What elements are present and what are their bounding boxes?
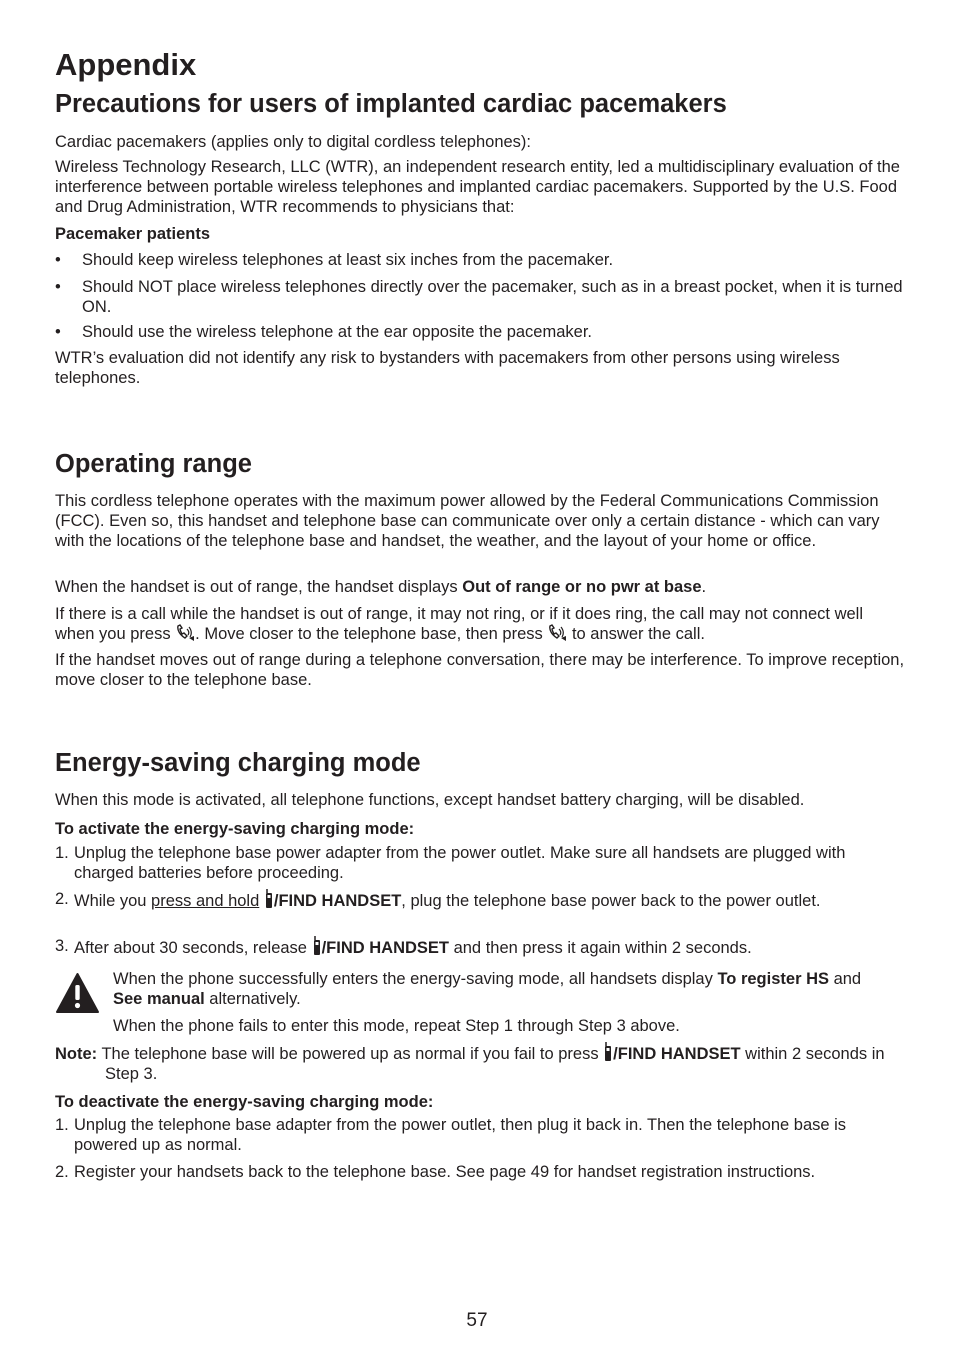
activate-heading: To activate the energy-saving charging mode: xyxy=(55,820,415,838)
bullet-text: Should use the wireless telephone at the ear opposite the pacemaker. xyxy=(82,323,593,341)
step-number: 2. xyxy=(55,1163,69,1181)
warning-icon xyxy=(55,972,100,1014)
see-manual: See manual xyxy=(113,990,205,1008)
pacemaker-p1: Cardiac pacemakers (applies only to digital cordless telephones): xyxy=(55,133,531,151)
operating-display-line xyxy=(55,577,905,597)
find-handset-key: /FIND HANDSET xyxy=(613,1045,741,1063)
step-text: Unplug the telephone base power adapter from the power outlet. Make sure all handsets are plugged with charged batteries before proceeding. xyxy=(74,844,846,882)
step-text: While you xyxy=(74,892,152,910)
operating-body xyxy=(55,491,905,551)
warning-line-c: alternatively. xyxy=(204,990,301,1008)
step-number: 3. xyxy=(55,937,69,955)
operating-p4: If the handset moves out of range during a telephone conversation, there may be interference. To improve reception, move closer to the telephone base. xyxy=(55,651,905,689)
deactivate-heading-wrap xyxy=(55,1092,905,1112)
press-and-hold: press and hold xyxy=(151,892,260,910)
deactivate-step-2 xyxy=(55,1162,905,1182)
bullet-dot: • xyxy=(55,278,61,296)
step-text: , plug the telephone base power back to the power outlet. xyxy=(401,892,821,910)
operating-p3-c: to answer the call. xyxy=(567,625,705,643)
talk-key-icon xyxy=(547,624,567,642)
pacemaker-p3: WTR’s evaluation did not identify any risk to bystanders with pacemakers from other persons using wireless telephones. xyxy=(55,349,840,387)
note-block xyxy=(55,1042,905,1084)
operating-p2-post: . xyxy=(701,578,707,596)
handset-icon xyxy=(312,936,322,956)
step-text: and then press it again within 2 seconds. xyxy=(449,939,752,957)
step-text: After about 30 seconds, release xyxy=(74,939,312,957)
operating-call-para xyxy=(55,604,905,644)
energy-p1: When this mode is activated, all telephone functions, except handset battery charging, will be disabled. xyxy=(55,791,805,809)
note-label: Note: xyxy=(55,1045,98,1063)
activate-step-3 xyxy=(55,936,905,958)
energy-intro xyxy=(55,790,905,810)
pacemaker-subheading: Pacemaker patients xyxy=(55,225,211,243)
talk-key-icon xyxy=(175,624,195,642)
operating-p3-b: . Move closer to the telephone base, then press xyxy=(195,625,548,643)
handset-icon xyxy=(264,889,274,909)
pacemaker-closing xyxy=(55,348,905,388)
step-text: Unplug the telephone base adapter from the power outlet, then plug it back in. Then the telephone base is powered up as normal. xyxy=(74,1116,847,1154)
step-number: 2. xyxy=(55,890,69,908)
activate-step-2 xyxy=(55,889,905,911)
find-handset-key: /FIND HANDSET xyxy=(321,939,449,957)
pacemaker-p2: Wireless Technology Research, LLC (WTR), an independent research entity, led a multidisciplinary evaluation of the interference between portable wireless telephones and implanted cardiac pacemakers. Supported by the U.S. Food and Drug Administration, WTR recommends to physicians that: xyxy=(55,158,900,216)
pacemaker-body xyxy=(55,157,905,217)
deactivate-step-1 xyxy=(55,1115,905,1155)
bullet-dot: • xyxy=(55,323,61,341)
operating-p3-a: If there is a call while the handset is out of range, it may not ring, or if it does ring, the call may not connect well when you press xyxy=(55,605,863,643)
appendix-title: Appendix xyxy=(55,47,197,82)
note-text: The telephone base will be powered up as normal if you fail to press xyxy=(97,1045,604,1063)
step-number: 1. xyxy=(55,1116,69,1134)
pacemaker-bullet-3 xyxy=(55,322,905,342)
energy-heading: Energy-saving charging mode xyxy=(55,749,421,777)
pacemaker-heading: Precautions for users of implanted cardiac pacemakers xyxy=(55,90,727,118)
operating-p1: This cordless telephone operates with the maximum power allowed by the Federal Communications Commission (FCC). Even so, this handset and telephone base can communicate over only a certain distance - which can vary with the locations of the telephone base and handset, the weather, and the layout of your home or office. xyxy=(55,492,880,550)
activate-step-1 xyxy=(55,843,905,883)
bullet-text: Should NOT place wireless telephones directly over the pacemaker, such as in a breast pocket, when it is turned ON. xyxy=(82,278,903,316)
activate-heading-wrap xyxy=(55,819,905,839)
pacemaker-bullet-1 xyxy=(55,250,905,270)
warning-text xyxy=(113,969,893,1009)
deactivate-heading: To deactivate the energy-saving charging mode: xyxy=(55,1093,434,1111)
out-of-range-message: Out of range or no pwr at base xyxy=(462,578,702,596)
note-text: within 2 seconds in Step 3. xyxy=(105,1045,885,1083)
warning-and: and xyxy=(829,970,862,988)
to-register-hs: To register HS xyxy=(717,970,829,988)
find-handset-key: /FIND HANDSET xyxy=(273,892,402,910)
operating-p2-pre: When the handset is out of range, the handset displays xyxy=(55,578,463,596)
bullet-dot: • xyxy=(55,251,61,269)
step-number: 1. xyxy=(55,844,69,862)
page-number: 57 xyxy=(466,1310,488,1331)
step-text: Register your handsets back to the telephone base. See page 49 for handset registration instructions. xyxy=(74,1163,816,1181)
warning-line-a: When the phone successfully enters the energy-saving mode, all handsets display xyxy=(113,970,718,988)
handset-icon xyxy=(603,1042,613,1062)
bullet-text: Should keep wireless telephones at least six inches from the pacemaker. xyxy=(82,251,614,269)
pacemaker-subheading-wrap xyxy=(55,224,905,244)
warning-p2: When the phone fails to enter this mode, repeat Step 1 through Step 3 above. xyxy=(113,1017,680,1035)
pacemaker-intro xyxy=(55,132,905,152)
operating-heading: Operating range xyxy=(55,450,252,478)
warning-fail xyxy=(113,1016,893,1036)
pacemaker-bullet-2 xyxy=(55,277,905,317)
operating-interference xyxy=(55,650,905,690)
